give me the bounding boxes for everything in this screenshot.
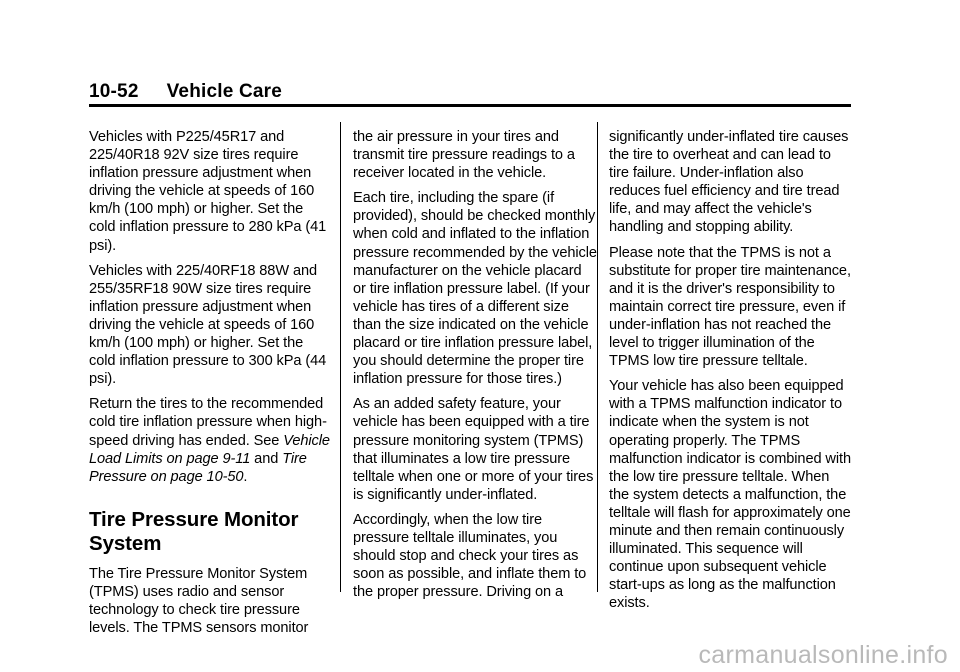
paragraph: Vehicles with P225/45R17 and 225/40R18 92V size tires require inflation pressure adjustment when driving the vehicle at speeds of 160 km/h (100 mph) or higher. Set the cold inflation pressure to 280 kPa (41 psi). [89, 129, 327, 254]
watermark: carmanualsonline.info [698, 641, 948, 669]
paragraph: As an added safety feature, your vehicle has been equipped with a tire pressure monitoring system (TPMS) that illuminates a low tire pressure telltale when one or more of your tires is significantly under-inflated. [353, 396, 594, 503]
paragraph-text: . [243, 468, 248, 485]
column-3 [609, 128, 853, 619]
paragraph: Accordingly, when the low tire pressure telltale illuminates, you should stop and check your tires as soon as possible, and inflate them to the proper pressure. Driving on a [353, 511, 587, 601]
cross-reference-link[interactable]: Vehicle Load Limits on page 9-11 [89, 432, 330, 467]
paragraph-text: Return the tires to the recommended cold tire inflation pressure when high-speed driving has ended. See [89, 396, 327, 449]
paragraph: the air pressure in your tires and transmit tire pressure readings to a receiver located in the vehicle. [353, 129, 575, 182]
paragraph: significantly under-inflated tire causes the tire to overheat and can lead to tire failure. Under-inflation also reduces fuel efficiency and tire tread life, and may affect the vehicle's handling and stopping ability. [609, 129, 849, 236]
column-divider [597, 122, 598, 592]
column-1 [89, 128, 333, 644]
paragraph: Your vehicle has also been equipped with a TPMS malfunction indicator to indicate when the system is not operating properly. The TPMS malfunction indicator is combined with the low tire pressure telltale. When the system detects a malfunction, the telltale will flash for approximately one minute and then remain continuously illuminated. This sequence will continue upon subsequent vehicle start-ups as long as the malfunction exists. [609, 378, 851, 612]
paragraph [89, 395, 333, 485]
paragraph-text: and [250, 450, 283, 467]
page-header [89, 81, 282, 103]
page-number: 10-52 [89, 81, 139, 102]
paragraph: The Tire Pressure Monitor System (TPMS) uses radio and sensor technology to check tire pressure levels. The TPMS sensors monitor [89, 565, 309, 637]
paragraph: Each tire, including the spare (if provided), should be checked monthly when cold and inflated to the inflation pressure recommended by the vehicle manufacturer on the vehicle placard or tire inflation pressure label. (If your vehicle has tires of a different size than the size indicated on the vehicle placard or tire inflation pressure label, you should determine the proper tire inflation pressure for those tires.) [353, 190, 597, 388]
paragraph: Please note that the TPMS is not a substitute for proper tire maintenance, and it is the driver's responsibility to maintain correct tire pressure, even if under-inflation has not reached the level to trigger illumination of the TPMS low tire pressure telltale. [609, 244, 851, 370]
column-2 [353, 128, 597, 608]
header-rule [89, 104, 851, 107]
section-heading: Tire Pressure Monitor System [89, 507, 299, 555]
paragraph: Vehicles with 225/40RF18 88W and 255/35RF18 90W size tires require inflation pressure adjustment when driving the vehicle at speeds of 160 km/h (100 mph) or higher. Set the cold inflation pressure to 300 kPa (44 psi). [89, 262, 327, 388]
cross-reference-link[interactable]: Tire Pressure on page 10-50 [89, 450, 307, 485]
column-divider [340, 122, 341, 592]
section-title: Vehicle Care [166, 81, 283, 102]
